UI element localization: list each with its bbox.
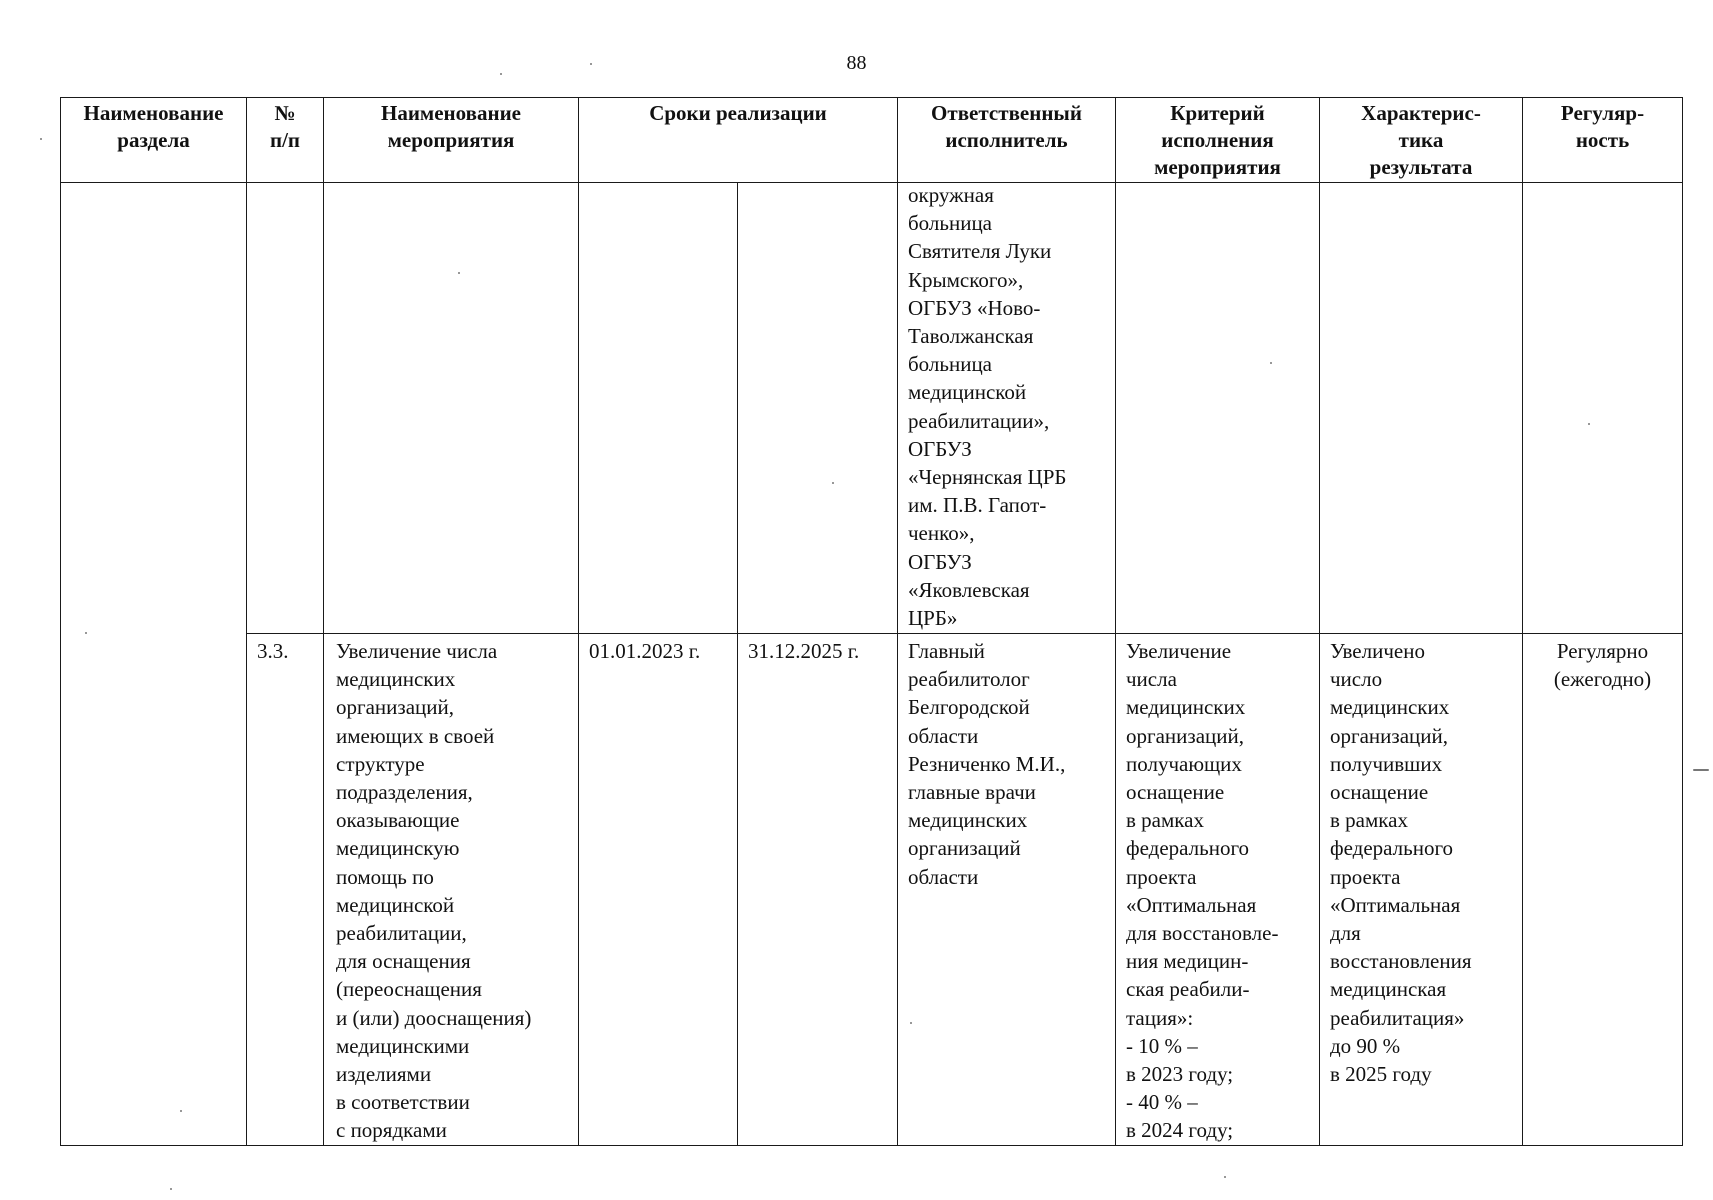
event-cell bbox=[324, 183, 579, 634]
result-cell: Увеличено число медицинских организаций, получивших оснащение в рамках федерального проекта «Оптимальная для восстановления медицинская реабилитация» до 90 % в 2025 году bbox=[1320, 634, 1523, 1146]
responsible-cell: окружная больница Святителя Луки Крымского», ОГБУЗ «Ново- Таволжанская больница медицинской реабилитации», ОГБУЗ «Чернянская ЦРБ им. П.В. Гапот- ченко», ОГБУЗ «Яковлевская ЦРБ» bbox=[898, 183, 1116, 634]
responsible-cell: Главный реабилитолог Белгородской области Резниченко М.И., главные врачи медицинских организаций области bbox=[898, 634, 1116, 1146]
header-number: № п/п bbox=[247, 98, 324, 183]
scan-speck bbox=[170, 1188, 172, 1190]
scan-speck bbox=[590, 63, 592, 65]
scan-speck bbox=[458, 272, 460, 274]
page-number: 88 bbox=[846, 52, 867, 74]
result-cell bbox=[1320, 183, 1523, 634]
scan-speck bbox=[1224, 1176, 1226, 1178]
header-responsible: Ответственный исполнитель bbox=[898, 98, 1116, 183]
scan-speck bbox=[40, 138, 42, 140]
criterion-cell bbox=[1116, 183, 1320, 634]
header-result: Характерис-тика результата bbox=[1320, 98, 1523, 183]
scan-speck bbox=[1270, 362, 1272, 364]
regularity-cell bbox=[1523, 183, 1683, 634]
header-criterion: Критерий исполнения мероприятия bbox=[1116, 98, 1320, 183]
header-period: Сроки реализации bbox=[579, 98, 898, 183]
start-date-cell bbox=[579, 183, 738, 634]
regularity-cell: Регулярно (ежегодно) bbox=[1523, 634, 1683, 1146]
table-row bbox=[61, 183, 1683, 634]
end-date-cell: 31.12.2025 г. bbox=[738, 634, 898, 1146]
header-section: Наименование раздела bbox=[61, 98, 247, 183]
activities-table bbox=[60, 97, 1683, 1146]
header-regularity: Регуляр-ность bbox=[1523, 98, 1683, 183]
table-header-row bbox=[61, 98, 1683, 183]
scan-speck bbox=[85, 632, 87, 634]
end-date-cell bbox=[738, 183, 898, 634]
scan-speck bbox=[832, 482, 834, 484]
number-cell bbox=[247, 183, 324, 634]
section-cell bbox=[61, 183, 247, 1146]
table-row bbox=[61, 634, 1683, 1146]
scan-speck bbox=[1588, 423, 1590, 425]
scan-speck bbox=[910, 1022, 912, 1024]
event-cell: Увеличение числа медицинских организаций, имеющих в своей структуре подразделения, оказывающие медицинскую помощь по медицинской реабилитации, для оснащения (переоснащения и (или) дооснащения) медицинскими изделиями в соответствии с порядками bbox=[324, 634, 579, 1146]
criterion-cell: Увеличение числа медицинских организаций, получающих оснащение в рамках федерального проекта «Оптимальная для восстановле- ния медицин- ская реабили- тация»: - 10 % – в 2023 году; - 40 % – в 2024 году; bbox=[1116, 634, 1320, 1146]
scan-speck bbox=[1693, 769, 1709, 771]
scan-speck bbox=[180, 1110, 182, 1112]
header-event: Наименование мероприятия bbox=[324, 98, 579, 183]
scan-speck bbox=[500, 73, 502, 75]
start-date-cell: 01.01.2023 г. bbox=[579, 634, 738, 1146]
number-cell: 3.3. bbox=[247, 634, 324, 1146]
